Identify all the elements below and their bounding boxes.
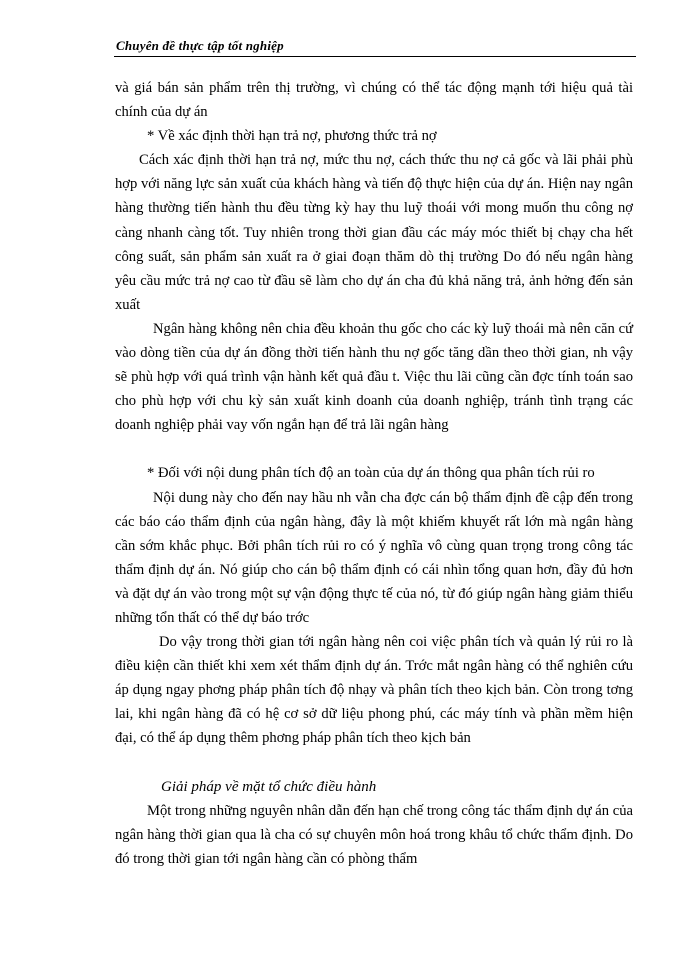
paragraph-organization: Một trong những nguyên nhân dẫn đến hạn chế trong công tác thẩm định dự án của ngân hàng thời gian qua là cha có sự chuyên môn hoá trong khâu tổ chức thẩm định. Do đó trong thời gian tới ngân hàng cần có phòng thẩm xyxy=(115,802,633,867)
running-header: Chuyên đề thực tập tốt nghiệp xyxy=(116,38,284,53)
paragraph-gap xyxy=(115,751,633,775)
bullet-repayment-term: * Về xác định thời hạn trả nợ, phương thức trả nợ xyxy=(147,128,437,145)
bullet-risk-analysis: * Đối với nội dung phân tích độ an toàn của dự án thông qua phân tích rủi ro xyxy=(147,465,595,482)
header-rule xyxy=(114,56,636,57)
paragraph-risk-management: Do vậy trong thời gian tới ngân hàng nên coi việc phân tích và quản lý rủi ro là điều kiện cần thiết khi xem xét thẩm định dự án. Trớc mắt ngân hàng có thể nghiên cứu áp dụng ngay phơng pháp phân tích độ nhạy và phân tích theo kịch bản. Còn trong tơng lai, khi ngân hàng đã có hệ cơ sở dữ liệu phong phú, các máy tính và phần mềm hiện đại, có thể áp dụng thêm phơng pháp phân tích theo kịch bản xyxy=(115,634,633,747)
paragraph-gap xyxy=(115,437,633,461)
section-heading-organization: Giải pháp về mặt tổ chức điều hành xyxy=(161,778,377,795)
document-body xyxy=(115,76,633,871)
paragraph-principal-collection: Ngân hàng không nên chia đều khoản thu gốc cho các kỳ luỹ thoái mà nên căn cứ vào dòng tiền của dự án đồng thời tiến hành thu nợ gốc tăng dần theo thời gian, nh vậy sẽ phù hợp với quá trình vận hành kết quả đầu t. Việc thu lãi cũng cần đợc tính toán sao cho phù hợp với chu kỳ sản xuất kinh doanh của doanh nghiệp, tránh tình trạng các doanh nghiệp phải vay vốn ngắn hạn để trả lãi ngân hàng xyxy=(115,320,633,434)
paragraph-repayment-method: Cách xác định thời hạn trả nợ, mức thu nợ, cách thức thu nợ cả gốc và lãi phải phù hợp với năng lực sản xuất của khách hàng và tiến độ thực hiện của dự án. Hiện nay ngân hàng thường tiến hành thu đều từng kỳ hay thu luỹ thoái với mong muốn thu công nợ càng nhanh càng tốt. Tuy nhiên trong thời gian đầu các máy móc thiết bị chạy cha hết công suất, sản phẩm sản xuất ra ở giai đoạn thăm dò thị trường Do đó nếu ngân hàng yêu cầu mức trả nợ cao từ đầu sẽ làm cho dự án cha đủ khả năng trả, ảnh hởng đến sản xuất xyxy=(115,152,633,313)
paragraph-risk-importance: Nội dung này cho đến nay hầu nh vẫn cha đợc cán bộ thẩm định đề cập đến trong các báo cáo thẩm định của ngân hàng, đây là một khiếm khuyết rất lớn mà ngân hàng cần sớm khắc phục. Bởi phân tích rủi ro có ý nghĩa vô cùng quan trọng trong công tác thẩm định dự án. Nó giúp cho cán bộ thẩm định có cái nhìn tổng quan hơn, đầy đủ hơn và đặt dự án vào trong một sự vận động thực tế của nó, từ đó giúp ngân hàng giảm thiểu những tổn thất có thể dự báo trớc xyxy=(115,489,633,626)
paragraph-market-price: và giá bán sản phẩm trên thị trường, vì chúng có thể tác động mạnh tới hiệu quả tài chính của dự án xyxy=(115,80,633,121)
